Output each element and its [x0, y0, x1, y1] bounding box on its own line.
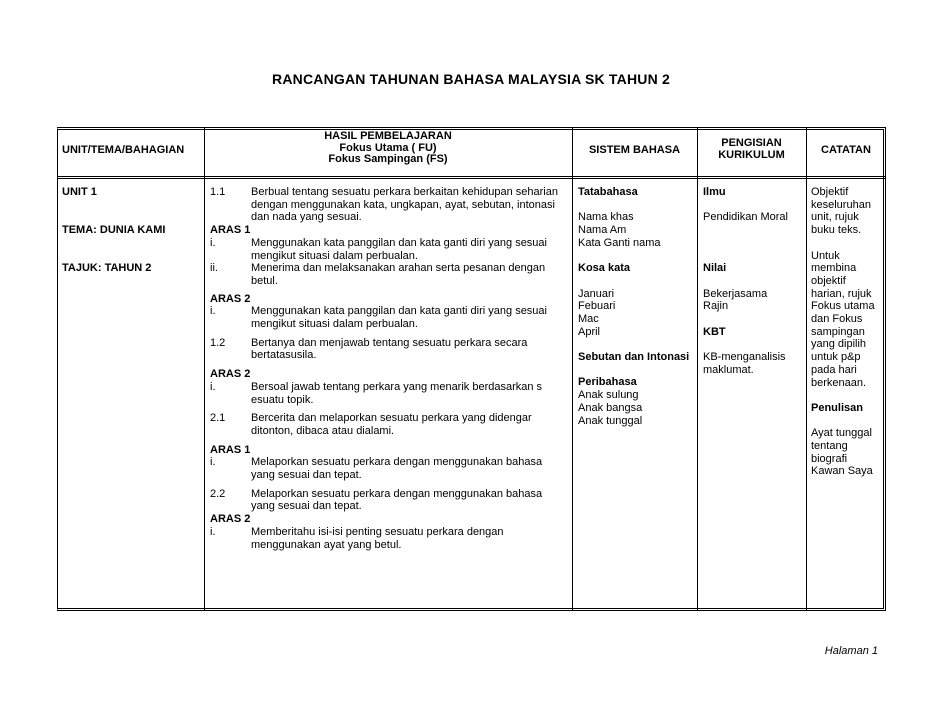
outcome-item: 2.1 Bercerita dan melaporkan sesuatu perkara yang didengar ditonton, dibaca atau dialami. — [210, 412, 532, 437]
header-divider — [57, 176, 886, 179]
outcome-item: 1.2 Bertanya dan menjawab tentang sesuatu perkara secara bertatasusila. — [210, 336, 528, 362]
pengisian-column: Ilmu Pendidikan Moral Nilai Bekerjasama Rajin KBT KB-menganalisis maklumat. — [703, 186, 788, 376]
header-pengisian: PENGISIAN KURIKULUM — [718, 137, 785, 161]
column-divider — [572, 127, 573, 611]
outcome-item: i. Menggunakan kata panggilan dan kata ganti diri yang sesuai mengikut situasi dalam perbualan. — [210, 305, 547, 331]
aras-label: ARAS 2 — [210, 368, 251, 381]
header-unit: UNIT/TEMA/BAHAGIAN — [62, 144, 185, 156]
sistem-column: Tatabahasa Nama khas Nama Am Kata Ganti nama Kosa kata Januari Febuari Mac April Sebutan dan Intonasi Peribahasa Anak sulung Anak bangsa Anak tunggal — [578, 186, 690, 427]
kbt-label: KBT — [703, 325, 726, 338]
outcome-item: i. Menggunakan kata panggilan dan kata ganti diri yang sesuai mengikut situasi dalam perbualan. — [210, 236, 547, 262]
header-sistem: SISTEM BAHASA — [588, 144, 681, 156]
unit-column — [62, 186, 165, 275]
peribahasa-label: Peribahasa — [578, 376, 637, 389]
kosa-kata-label: Kosa kata — [578, 262, 630, 275]
ilmu-label: Ilmu — [703, 186, 726, 198]
outcome-item: i. Memberitahu isi-isi penting sesuatu perkara dengan menggunakan ayat yang betul. — [210, 525, 504, 551]
column-divider — [697, 127, 698, 611]
outcome-item: 1.1 Berbual tentang sesuatu perkara berkaitan kehidupan seharian dengan menggunakan kata, ungkapan, ayat, sebutan, intonasi dan nada yang sesuai. — [210, 186, 558, 224]
outcome-item: ii. Menerima dan melaksanakan arahan serta pesanan dengan betul. — [210, 262, 546, 287]
document-title: RANCANGAN TAHUNAN BAHASA MALAYSIA SK TAHUN 2 — [272, 71, 670, 87]
hasil-column — [210, 186, 570, 551]
outcome-item: 2.2 Melaporkan sesuatu perkara dengan menggunakan bahasa yang sesuai dan tepat. — [210, 487, 543, 513]
sebutan-label: Sebutan dan Intonasi — [578, 351, 690, 364]
unit-label: UNIT 1 — [62, 186, 97, 198]
tatabahasa-label: Tatabahasa — [578, 186, 638, 198]
penulisan-label: Penulisan — [811, 401, 863, 414]
aras-label: ARAS 2 — [210, 513, 251, 526]
aras-label: ARAS 1 — [210, 443, 251, 456]
header-hasil: HASIL PEMBELAJARAN Fokus Utama ( FU) Fokus Sampingan (FS) — [324, 130, 452, 165]
nilai-label: Nilai — [703, 262, 727, 275]
column-divider — [204, 127, 205, 611]
column-divider — [806, 127, 807, 611]
page-number: Halaman 1 — [824, 645, 878, 657]
outcome-item: i. Melaporkan sesuatu perkara dengan menggunakan bahasa yang sesuai dan tepat. — [210, 456, 543, 482]
outcome-item: i. Bersoal jawab tentang perkara yang menarik berdasarkan s esuatu topik. — [210, 380, 543, 406]
aras-label: ARAS 1 — [210, 224, 251, 237]
header-catatan: CATATAN — [821, 144, 871, 156]
tajuk-label: TAJUK: TAHUN 2 — [62, 262, 152, 275]
catatan-column: Objektif keseluruhan unit, rujuk buku teks. Untuk membina objektif harian, rujuk Fokus utama dan Fokus sampingan yang dipilih untuk p&p pada hari berkenaan. Penulisan Ayat tunggal tentang biografi Kawan Saya — [811, 186, 875, 478]
tema-label: TEMA: DUNIA KAMI — [62, 224, 166, 237]
aras-label: ARAS 2 — [210, 292, 251, 305]
